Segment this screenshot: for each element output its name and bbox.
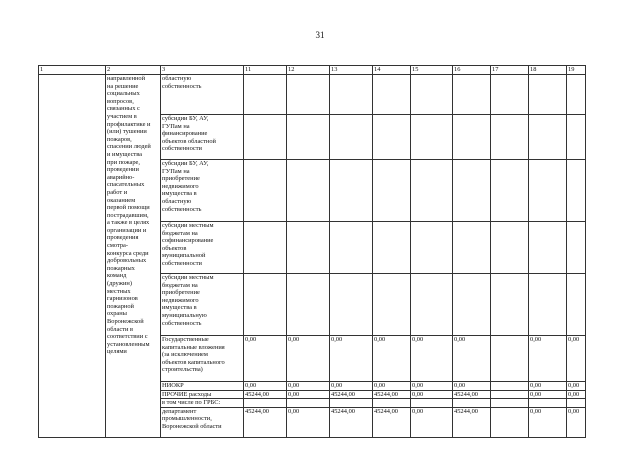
purpose-description-line: связанных с	[107, 105, 140, 113]
value-cell	[373, 222, 411, 274]
value-cell	[529, 274, 567, 336]
purpose-description-line: целями	[107, 348, 127, 356]
value-cell	[491, 274, 529, 336]
column-1-cell	[39, 75, 106, 438]
value-cell	[330, 160, 373, 222]
purpose-description-line: при пожаре,	[107, 158, 140, 166]
header-cell: 11	[244, 66, 287, 75]
purpose-description-line: проведения	[107, 234, 139, 242]
value-cell: 0,00	[567, 382, 586, 391]
purpose-description-line: соответствии с	[107, 333, 148, 341]
value-cell	[491, 336, 529, 382]
value-cell	[453, 75, 491, 115]
value-cell	[453, 274, 491, 336]
value-cell	[287, 115, 330, 160]
budget-table	[38, 65, 586, 438]
expense-type-line: субсидии БУ, АУ,	[162, 115, 209, 122]
expense-type-line: ГУПам на	[162, 167, 190, 175]
purpose-description-line: работ и	[107, 188, 128, 196]
value-cell	[411, 160, 453, 222]
expense-type-line: объектов областной	[162, 137, 216, 145]
value-cell: 0,00	[411, 336, 453, 382]
table-row	[39, 75, 586, 115]
expense-type-line: Воронежской области	[162, 422, 222, 430]
purpose-description-line: участием в	[107, 112, 137, 120]
expense-type-line: недвижимого	[162, 182, 199, 190]
purpose-description-line: вопросов,	[107, 97, 134, 105]
value-cell: 0,00	[244, 382, 287, 391]
value-cell	[491, 390, 529, 399]
value-cell	[411, 222, 453, 274]
value-cell	[287, 75, 330, 115]
value-cell: 0,00	[373, 382, 411, 391]
value-cell	[567, 115, 586, 160]
value-cell: 0,00	[453, 382, 491, 391]
value-cell: 0,00	[244, 336, 287, 382]
expense-type-cell	[161, 336, 244, 382]
value-cell: 0,00	[567, 390, 586, 399]
purpose-description-line: смотра-	[107, 242, 129, 250]
expense-type-cell	[161, 274, 244, 336]
value-cell: 0,00	[567, 407, 586, 437]
value-cell	[453, 115, 491, 160]
value-cell	[567, 274, 586, 336]
expense-type-line: субсидии местным	[162, 222, 214, 229]
value-cell: 0,00	[529, 336, 567, 382]
expense-type-cell	[161, 222, 244, 274]
value-cell	[244, 274, 287, 336]
purpose-description-line: гарнизонов	[107, 295, 138, 303]
header-cell: 3	[161, 66, 244, 75]
expense-type-line: ГУПам на	[162, 122, 190, 130]
purpose-description-line: первой помощи	[107, 204, 150, 212]
purpose-description-line: конкурса среди	[107, 249, 149, 257]
header-cell: 13	[330, 66, 373, 75]
purpose-description-line: организации и	[107, 226, 147, 234]
expense-type-line: областную	[162, 197, 192, 205]
value-cell: 0,00	[287, 390, 330, 399]
value-cell: 0,00	[411, 390, 453, 399]
expense-type-line: в том числе по ГРБС:	[162, 399, 221, 407]
expense-type-line: промышленности,	[162, 415, 212, 423]
value-cell: 0,00	[373, 336, 411, 382]
value-cell: 0,00	[529, 390, 567, 399]
value-cell	[330, 115, 373, 160]
value-cell	[330, 274, 373, 336]
value-cell	[244, 160, 287, 222]
header-cell: 2	[106, 66, 161, 75]
value-cell	[491, 382, 529, 391]
value-cell	[567, 222, 586, 274]
purpose-description-line: пострадавшим,	[107, 211, 149, 219]
expense-type-line: областную	[162, 75, 192, 82]
purpose-description-line: профилактике и	[107, 120, 151, 128]
value-cell	[373, 75, 411, 115]
purpose-description-line: (или) тушении	[107, 128, 147, 136]
header-cell: 17	[491, 66, 529, 75]
expense-type-line: софинансирование	[162, 237, 214, 245]
purpose-description-line: социальных	[107, 90, 140, 98]
value-cell	[567, 75, 586, 115]
purpose-description-cell	[106, 75, 161, 438]
value-cell: 45244,00	[453, 407, 491, 437]
expense-type-line: муниципальной	[162, 252, 206, 260]
purpose-description-line: и имущества	[107, 150, 142, 158]
value-cell: 0,00	[529, 407, 567, 437]
purpose-description-line: оказанием	[107, 196, 136, 204]
value-cell	[567, 399, 586, 408]
value-cell	[373, 399, 411, 408]
value-cell: 45244,00	[330, 390, 373, 399]
expense-type-line: (за исключением	[162, 351, 208, 359]
value-cell: 0,00	[330, 382, 373, 391]
expense-type-line: субсидии местным	[162, 274, 214, 281]
value-cell	[491, 399, 529, 408]
expense-type-line: субсидии БУ, АУ,	[162, 160, 209, 167]
value-cell	[491, 160, 529, 222]
purpose-description-line: добровольных	[107, 257, 147, 265]
value-cell	[567, 160, 586, 222]
value-cell	[244, 75, 287, 115]
value-cell	[529, 222, 567, 274]
value-cell	[453, 160, 491, 222]
value-cell: 45244,00	[244, 390, 287, 399]
purpose-description-line: местных	[107, 287, 131, 295]
expense-type-cell	[161, 407, 244, 437]
header-cell: 16	[453, 66, 491, 75]
value-cell	[373, 274, 411, 336]
expense-type-line: объектов	[162, 244, 187, 252]
expense-type-cell	[161, 390, 244, 399]
expense-type-line: собственности	[162, 259, 202, 267]
value-cell: 0,00	[330, 336, 373, 382]
expense-type-line: имущества в	[162, 304, 197, 312]
value-cell	[411, 115, 453, 160]
value-cell: 0,00	[529, 382, 567, 391]
expense-type-line: Государственные	[162, 336, 209, 343]
purpose-description-line: Воронежской	[107, 318, 144, 325]
value-cell: 45244,00	[244, 407, 287, 437]
expense-type-line: приобретение	[162, 289, 200, 297]
expense-type-line: собственность	[162, 205, 202, 213]
purpose-description-line: на решение	[107, 82, 139, 90]
purpose-description-line: пожарных	[107, 264, 135, 272]
value-cell	[244, 115, 287, 160]
value-cell	[491, 115, 529, 160]
header-cell: 1	[39, 66, 106, 75]
header-cell: 12	[287, 66, 330, 75]
expense-type-line: приобретение	[162, 175, 200, 183]
header-cell: 18	[529, 66, 567, 75]
expense-type-cell	[161, 382, 244, 391]
value-cell	[244, 222, 287, 274]
purpose-description-line: спасении людей	[107, 143, 151, 151]
header-cell: 19	[567, 66, 586, 75]
expense-type-line: НИОКР	[162, 382, 184, 389]
purpose-description-line: команд	[107, 272, 127, 280]
purpose-description-line: области в	[107, 325, 133, 333]
header-cell: 14	[373, 66, 411, 75]
value-cell	[330, 222, 373, 274]
value-cell	[529, 160, 567, 222]
value-cell	[453, 222, 491, 274]
expense-type-line: собственность	[162, 319, 202, 327]
expense-type-line: собственность	[162, 82, 202, 90]
value-cell: 0,00	[567, 336, 586, 382]
expense-type-line: бюджетам на	[162, 281, 198, 289]
purpose-description-line: охраны	[107, 310, 127, 318]
expense-type-line: объектов капитального	[162, 358, 225, 366]
value-cell	[287, 222, 330, 274]
value-cell	[373, 160, 411, 222]
purpose-description-line: (дружин)	[107, 280, 132, 288]
value-cell: 45244,00	[330, 407, 373, 437]
value-cell	[529, 399, 567, 408]
expense-type-line: финансирование	[162, 130, 208, 138]
purpose-description-line: а также в целях	[107, 219, 150, 227]
page-number: 31	[315, 30, 325, 40]
expense-type-line: капитальные вложения	[162, 343, 225, 351]
value-cell	[244, 399, 287, 408]
header-cell: 15	[411, 66, 453, 75]
value-cell	[287, 274, 330, 336]
expense-type-line: строительства)	[162, 366, 203, 374]
value-cell: 0,00	[411, 382, 453, 391]
value-cell	[330, 399, 373, 408]
value-cell	[373, 115, 411, 160]
table-body	[39, 75, 586, 438]
value-cell	[287, 160, 330, 222]
value-cell	[411, 274, 453, 336]
expense-type-line: муниципальную	[162, 311, 207, 319]
purpose-description-line: установленным	[107, 340, 150, 348]
expense-type-line: имущества в	[162, 190, 197, 198]
expense-type-cell	[161, 160, 244, 222]
value-cell	[411, 399, 453, 408]
value-cell: 0,00	[287, 336, 330, 382]
value-cell	[491, 222, 529, 274]
value-cell: 45244,00	[453, 390, 491, 399]
value-cell	[453, 399, 491, 408]
expense-type-cell	[161, 75, 244, 115]
header-row	[39, 66, 586, 75]
value-cell: 0,00	[453, 336, 491, 382]
value-cell: 0,00	[287, 407, 330, 437]
purpose-description-line: пожаров,	[107, 135, 132, 143]
expense-type-line: недвижимого	[162, 296, 199, 304]
expense-type-line: департамент	[162, 407, 197, 415]
purpose-description-line: пожарной	[107, 302, 134, 310]
expense-type-line: собственности	[162, 145, 202, 153]
value-cell: 0,00	[411, 407, 453, 437]
value-cell	[529, 75, 567, 115]
value-cell	[330, 75, 373, 115]
value-cell: 0,00	[287, 382, 330, 391]
value-cell	[491, 75, 529, 115]
expense-type-line: бюджетам на	[162, 229, 198, 237]
purpose-description-line: направленной	[107, 75, 146, 82]
expense-type-cell	[161, 115, 244, 160]
value-cell: 45244,00	[373, 390, 411, 399]
value-cell	[491, 407, 529, 437]
purpose-description-line: проведении	[107, 166, 139, 174]
purpose-description-line: аварийно-	[107, 173, 135, 181]
expense-type-cell	[161, 399, 244, 408]
value-cell: 45244,00	[373, 407, 411, 437]
value-cell	[287, 399, 330, 408]
value-cell	[411, 75, 453, 115]
value-cell	[529, 115, 567, 160]
expense-type-line: ПРОЧИЕ расходы	[162, 390, 212, 398]
purpose-description-line: спасательных	[107, 181, 145, 189]
